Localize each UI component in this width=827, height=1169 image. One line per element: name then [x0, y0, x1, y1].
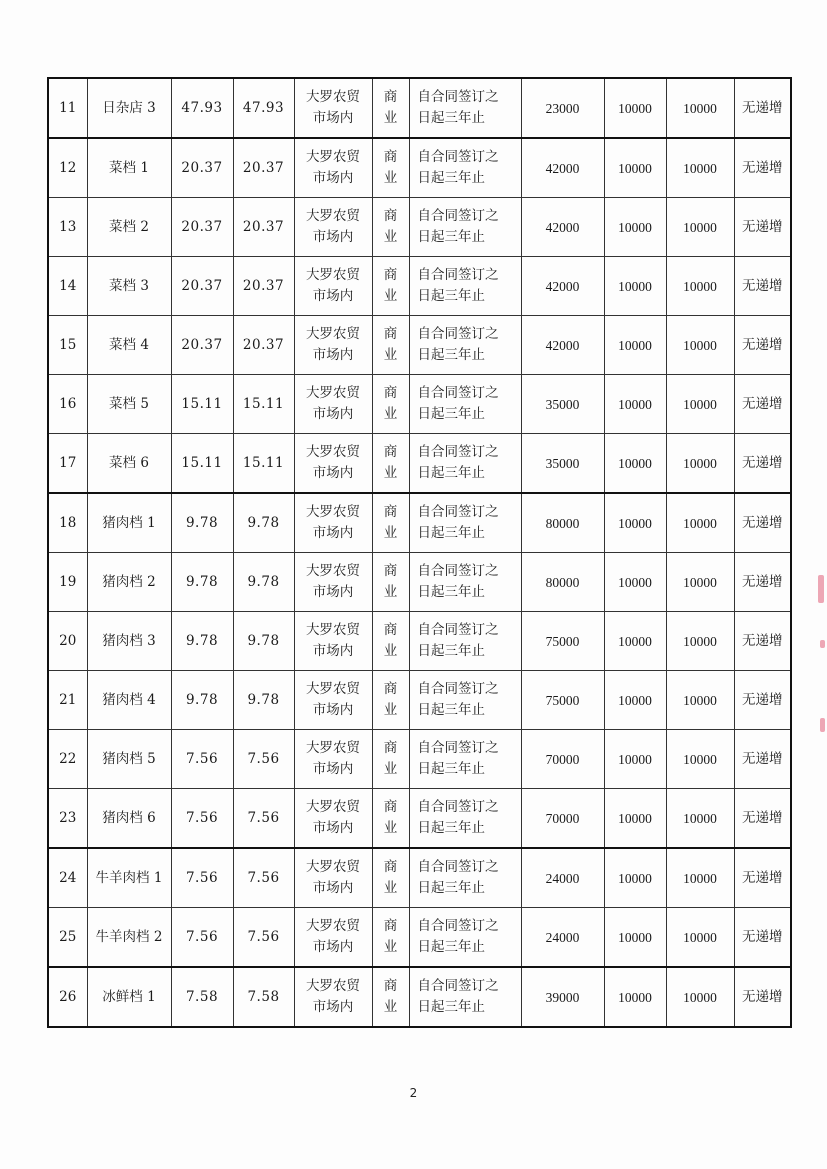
- table-row: [48, 434, 791, 494]
- table-row: [48, 257, 791, 316]
- stall-name: 菜档 5: [87, 375, 171, 434]
- row-number: 23: [48, 789, 87, 849]
- deposit-a: 10000: [604, 493, 666, 553]
- location: 大罗农贸 市场内: [294, 848, 372, 908]
- base-price: 75000: [521, 671, 604, 730]
- increase: 无递增: [734, 257, 791, 316]
- base-price: 35000: [521, 434, 604, 494]
- row-number: 11: [48, 78, 87, 138]
- area-b: 9.78: [233, 612, 294, 671]
- deposit-a: 10000: [604, 848, 666, 908]
- increase: 无递增: [734, 848, 791, 908]
- usage: 商 业: [372, 78, 409, 138]
- area-a: 20.37: [171, 257, 233, 316]
- location: 大罗农贸 市场内: [294, 553, 372, 612]
- red-stamp-mark: [820, 640, 825, 648]
- area-a: 15.11: [171, 434, 233, 494]
- stall-name: 猪肉档 4: [87, 671, 171, 730]
- lease-term: 自合同签订之 日起三年止: [409, 493, 521, 553]
- area-a: 7.58: [171, 967, 233, 1027]
- area-b: 20.37: [233, 316, 294, 375]
- area-b: 7.58: [233, 967, 294, 1027]
- area-a: 9.78: [171, 493, 233, 553]
- usage: 商 业: [372, 848, 409, 908]
- area-a: 20.37: [171, 316, 233, 375]
- deposit-b: 10000: [666, 730, 734, 789]
- lease-table-body: [48, 78, 791, 1027]
- lease-term: 自合同签订之 日起三年止: [409, 730, 521, 789]
- deposit-b: 10000: [666, 257, 734, 316]
- area-b: 20.37: [233, 257, 294, 316]
- area-a: 47.93: [171, 78, 233, 138]
- area-a: 20.37: [171, 138, 233, 198]
- increase: 无递增: [734, 375, 791, 434]
- area-b: 20.37: [233, 138, 294, 198]
- row-number: 16: [48, 375, 87, 434]
- increase: 无递增: [734, 138, 791, 198]
- location: 大罗农贸 市场内: [294, 198, 372, 257]
- deposit-b: 10000: [666, 198, 734, 257]
- lease-term: 自合同签订之 日起三年止: [409, 789, 521, 849]
- increase: 无递增: [734, 78, 791, 138]
- increase: 无递增: [734, 198, 791, 257]
- deposit-a: 10000: [604, 434, 666, 494]
- area-b: 15.11: [233, 375, 294, 434]
- area-b: 20.37: [233, 198, 294, 257]
- row-number: 25: [48, 908, 87, 968]
- area-b: 47.93: [233, 78, 294, 138]
- stall-name: 牛羊肉档 1: [87, 848, 171, 908]
- table-row: [48, 848, 791, 908]
- lease-term: 自合同签订之 日起三年止: [409, 848, 521, 908]
- deposit-a: 10000: [604, 967, 666, 1027]
- area-a: 20.37: [171, 198, 233, 257]
- location: 大罗农贸 市场内: [294, 434, 372, 494]
- page-number: 2: [409, 1086, 418, 1100]
- area-b: 7.56: [233, 730, 294, 789]
- location: 大罗农贸 市场内: [294, 493, 372, 553]
- usage: 商 业: [372, 553, 409, 612]
- increase: 无递增: [734, 612, 791, 671]
- row-number: 20: [48, 612, 87, 671]
- deposit-b: 10000: [666, 553, 734, 612]
- increase: 无递增: [734, 434, 791, 494]
- lease-table: [47, 77, 792, 1028]
- row-number: 19: [48, 553, 87, 612]
- table-row: [48, 612, 791, 671]
- stall-name: 猪肉档 6: [87, 789, 171, 849]
- deposit-b: 10000: [666, 967, 734, 1027]
- usage: 商 业: [372, 316, 409, 375]
- location: 大罗农贸 市场内: [294, 908, 372, 968]
- deposit-a: 10000: [604, 789, 666, 849]
- deposit-b: 10000: [666, 612, 734, 671]
- base-price: 75000: [521, 612, 604, 671]
- row-number: 14: [48, 257, 87, 316]
- deposit-b: 10000: [666, 908, 734, 968]
- row-number: 12: [48, 138, 87, 198]
- base-price: 23000: [521, 78, 604, 138]
- increase: 无递增: [734, 730, 791, 789]
- table-row: [48, 198, 791, 257]
- deposit-b: 10000: [666, 493, 734, 553]
- increase: 无递增: [734, 671, 791, 730]
- deposit-a: 10000: [604, 198, 666, 257]
- stall-name: 菜档 6: [87, 434, 171, 494]
- stall-name: 猪肉档 3: [87, 612, 171, 671]
- usage: 商 业: [372, 789, 409, 849]
- location: 大罗农贸 市场内: [294, 967, 372, 1027]
- deposit-b: 10000: [666, 375, 734, 434]
- lease-term: 自合同签订之 日起三年止: [409, 198, 521, 257]
- base-price: 70000: [521, 730, 604, 789]
- table-row: [48, 375, 791, 434]
- table-row: [48, 908, 791, 968]
- deposit-a: 10000: [604, 375, 666, 434]
- usage: 商 业: [372, 908, 409, 968]
- usage: 商 业: [372, 375, 409, 434]
- usage: 商 业: [372, 671, 409, 730]
- area-b: 7.56: [233, 848, 294, 908]
- location: 大罗农贸 市场内: [294, 138, 372, 198]
- increase: 无递增: [734, 967, 791, 1027]
- usage: 商 业: [372, 967, 409, 1027]
- location: 大罗农贸 市场内: [294, 671, 372, 730]
- lease-term: 自合同签订之 日起三年止: [409, 671, 521, 730]
- deposit-a: 10000: [604, 316, 666, 375]
- table-row: [48, 316, 791, 375]
- table-row: [48, 138, 791, 198]
- lease-term: 自合同签订之 日起三年止: [409, 434, 521, 494]
- base-price: 42000: [521, 257, 604, 316]
- row-number: 17: [48, 434, 87, 494]
- location: 大罗农贸 市场内: [294, 375, 372, 434]
- deposit-a: 10000: [604, 730, 666, 789]
- base-price: 42000: [521, 198, 604, 257]
- deposit-b: 10000: [666, 848, 734, 908]
- stall-name: 菜档 4: [87, 316, 171, 375]
- lease-term: 自合同签订之 日起三年止: [409, 138, 521, 198]
- stall-name: 猪肉档 2: [87, 553, 171, 612]
- location: 大罗农贸 市场内: [294, 78, 372, 138]
- lease-term: 自合同签订之 日起三年止: [409, 612, 521, 671]
- row-number: 18: [48, 493, 87, 553]
- usage: 商 业: [372, 198, 409, 257]
- area-b: 7.56: [233, 789, 294, 849]
- table-row: [48, 730, 791, 789]
- area-b: 15.11: [233, 434, 294, 494]
- stall-name: 菜档 3: [87, 257, 171, 316]
- lease-term: 自合同签订之 日起三年止: [409, 316, 521, 375]
- stall-name: 猪肉档 5: [87, 730, 171, 789]
- deposit-b: 10000: [666, 316, 734, 375]
- deposit-a: 10000: [604, 78, 666, 138]
- deposit-a: 10000: [604, 138, 666, 198]
- increase: 无递增: [734, 908, 791, 968]
- deposit-b: 10000: [666, 789, 734, 849]
- row-number: 15: [48, 316, 87, 375]
- area-a: 9.78: [171, 612, 233, 671]
- table-row: [48, 78, 791, 138]
- area-a: 15.11: [171, 375, 233, 434]
- location: 大罗农贸 市场内: [294, 730, 372, 789]
- area-a: 9.78: [171, 553, 233, 612]
- area-b: 9.78: [233, 671, 294, 730]
- stall-name: 日杂店 3: [87, 78, 171, 138]
- deposit-a: 10000: [604, 257, 666, 316]
- usage: 商 业: [372, 493, 409, 553]
- area-b: 7.56: [233, 908, 294, 968]
- deposit-b: 10000: [666, 138, 734, 198]
- base-price: 24000: [521, 908, 604, 968]
- area-b: 9.78: [233, 553, 294, 612]
- base-price: 42000: [521, 138, 604, 198]
- row-number: 24: [48, 848, 87, 908]
- stall-name: 牛羊肉档 2: [87, 908, 171, 968]
- usage: 商 业: [372, 138, 409, 198]
- increase: 无递增: [734, 316, 791, 375]
- table-row: [48, 967, 791, 1027]
- lease-term: 自合同签订之 日起三年止: [409, 967, 521, 1027]
- area-a: 9.78: [171, 671, 233, 730]
- base-price: 42000: [521, 316, 604, 375]
- row-number: 22: [48, 730, 87, 789]
- deposit-a: 10000: [604, 612, 666, 671]
- usage: 商 业: [372, 434, 409, 494]
- red-stamp-mark: [818, 575, 824, 603]
- table-row: [48, 671, 791, 730]
- base-price: 39000: [521, 967, 604, 1027]
- stall-name: 菜档 1: [87, 138, 171, 198]
- lease-term: 自合同签订之 日起三年止: [409, 375, 521, 434]
- location: 大罗农贸 市场内: [294, 257, 372, 316]
- increase: 无递增: [734, 789, 791, 849]
- base-price: 24000: [521, 848, 604, 908]
- lease-term: 自合同签订之 日起三年止: [409, 553, 521, 612]
- lease-term: 自合同签订之 日起三年止: [409, 78, 521, 138]
- table-row: [48, 493, 791, 553]
- deposit-a: 10000: [604, 671, 666, 730]
- table-row: [48, 789, 791, 849]
- deposit-b: 10000: [666, 671, 734, 730]
- stall-name: 菜档 2: [87, 198, 171, 257]
- area-a: 7.56: [171, 789, 233, 849]
- table-row: [48, 553, 791, 612]
- increase: 无递增: [734, 553, 791, 612]
- row-number: 21: [48, 671, 87, 730]
- red-stamp-mark: [820, 718, 825, 732]
- lease-term: 自合同签订之 日起三年止: [409, 908, 521, 968]
- location: 大罗农贸 市场内: [294, 789, 372, 849]
- location: 大罗农贸 市场内: [294, 612, 372, 671]
- deposit-a: 10000: [604, 908, 666, 968]
- location: 大罗农贸 市场内: [294, 316, 372, 375]
- usage: 商 业: [372, 612, 409, 671]
- lease-term: 自合同签订之 日起三年止: [409, 257, 521, 316]
- usage: 商 业: [372, 730, 409, 789]
- base-price: 35000: [521, 375, 604, 434]
- base-price: 80000: [521, 553, 604, 612]
- stall-name: 冰鲜档 1: [87, 967, 171, 1027]
- increase: 无递增: [734, 493, 791, 553]
- deposit-b: 10000: [666, 434, 734, 494]
- area-a: 7.56: [171, 908, 233, 968]
- usage: 商 业: [372, 257, 409, 316]
- stall-name: 猪肉档 1: [87, 493, 171, 553]
- deposit-b: 10000: [666, 78, 734, 138]
- row-number: 13: [48, 198, 87, 257]
- row-number: 26: [48, 967, 87, 1027]
- base-price: 70000: [521, 789, 604, 849]
- area-a: 7.56: [171, 730, 233, 789]
- deposit-a: 10000: [604, 553, 666, 612]
- area-a: 7.56: [171, 848, 233, 908]
- area-b: 9.78: [233, 493, 294, 553]
- base-price: 80000: [521, 493, 604, 553]
